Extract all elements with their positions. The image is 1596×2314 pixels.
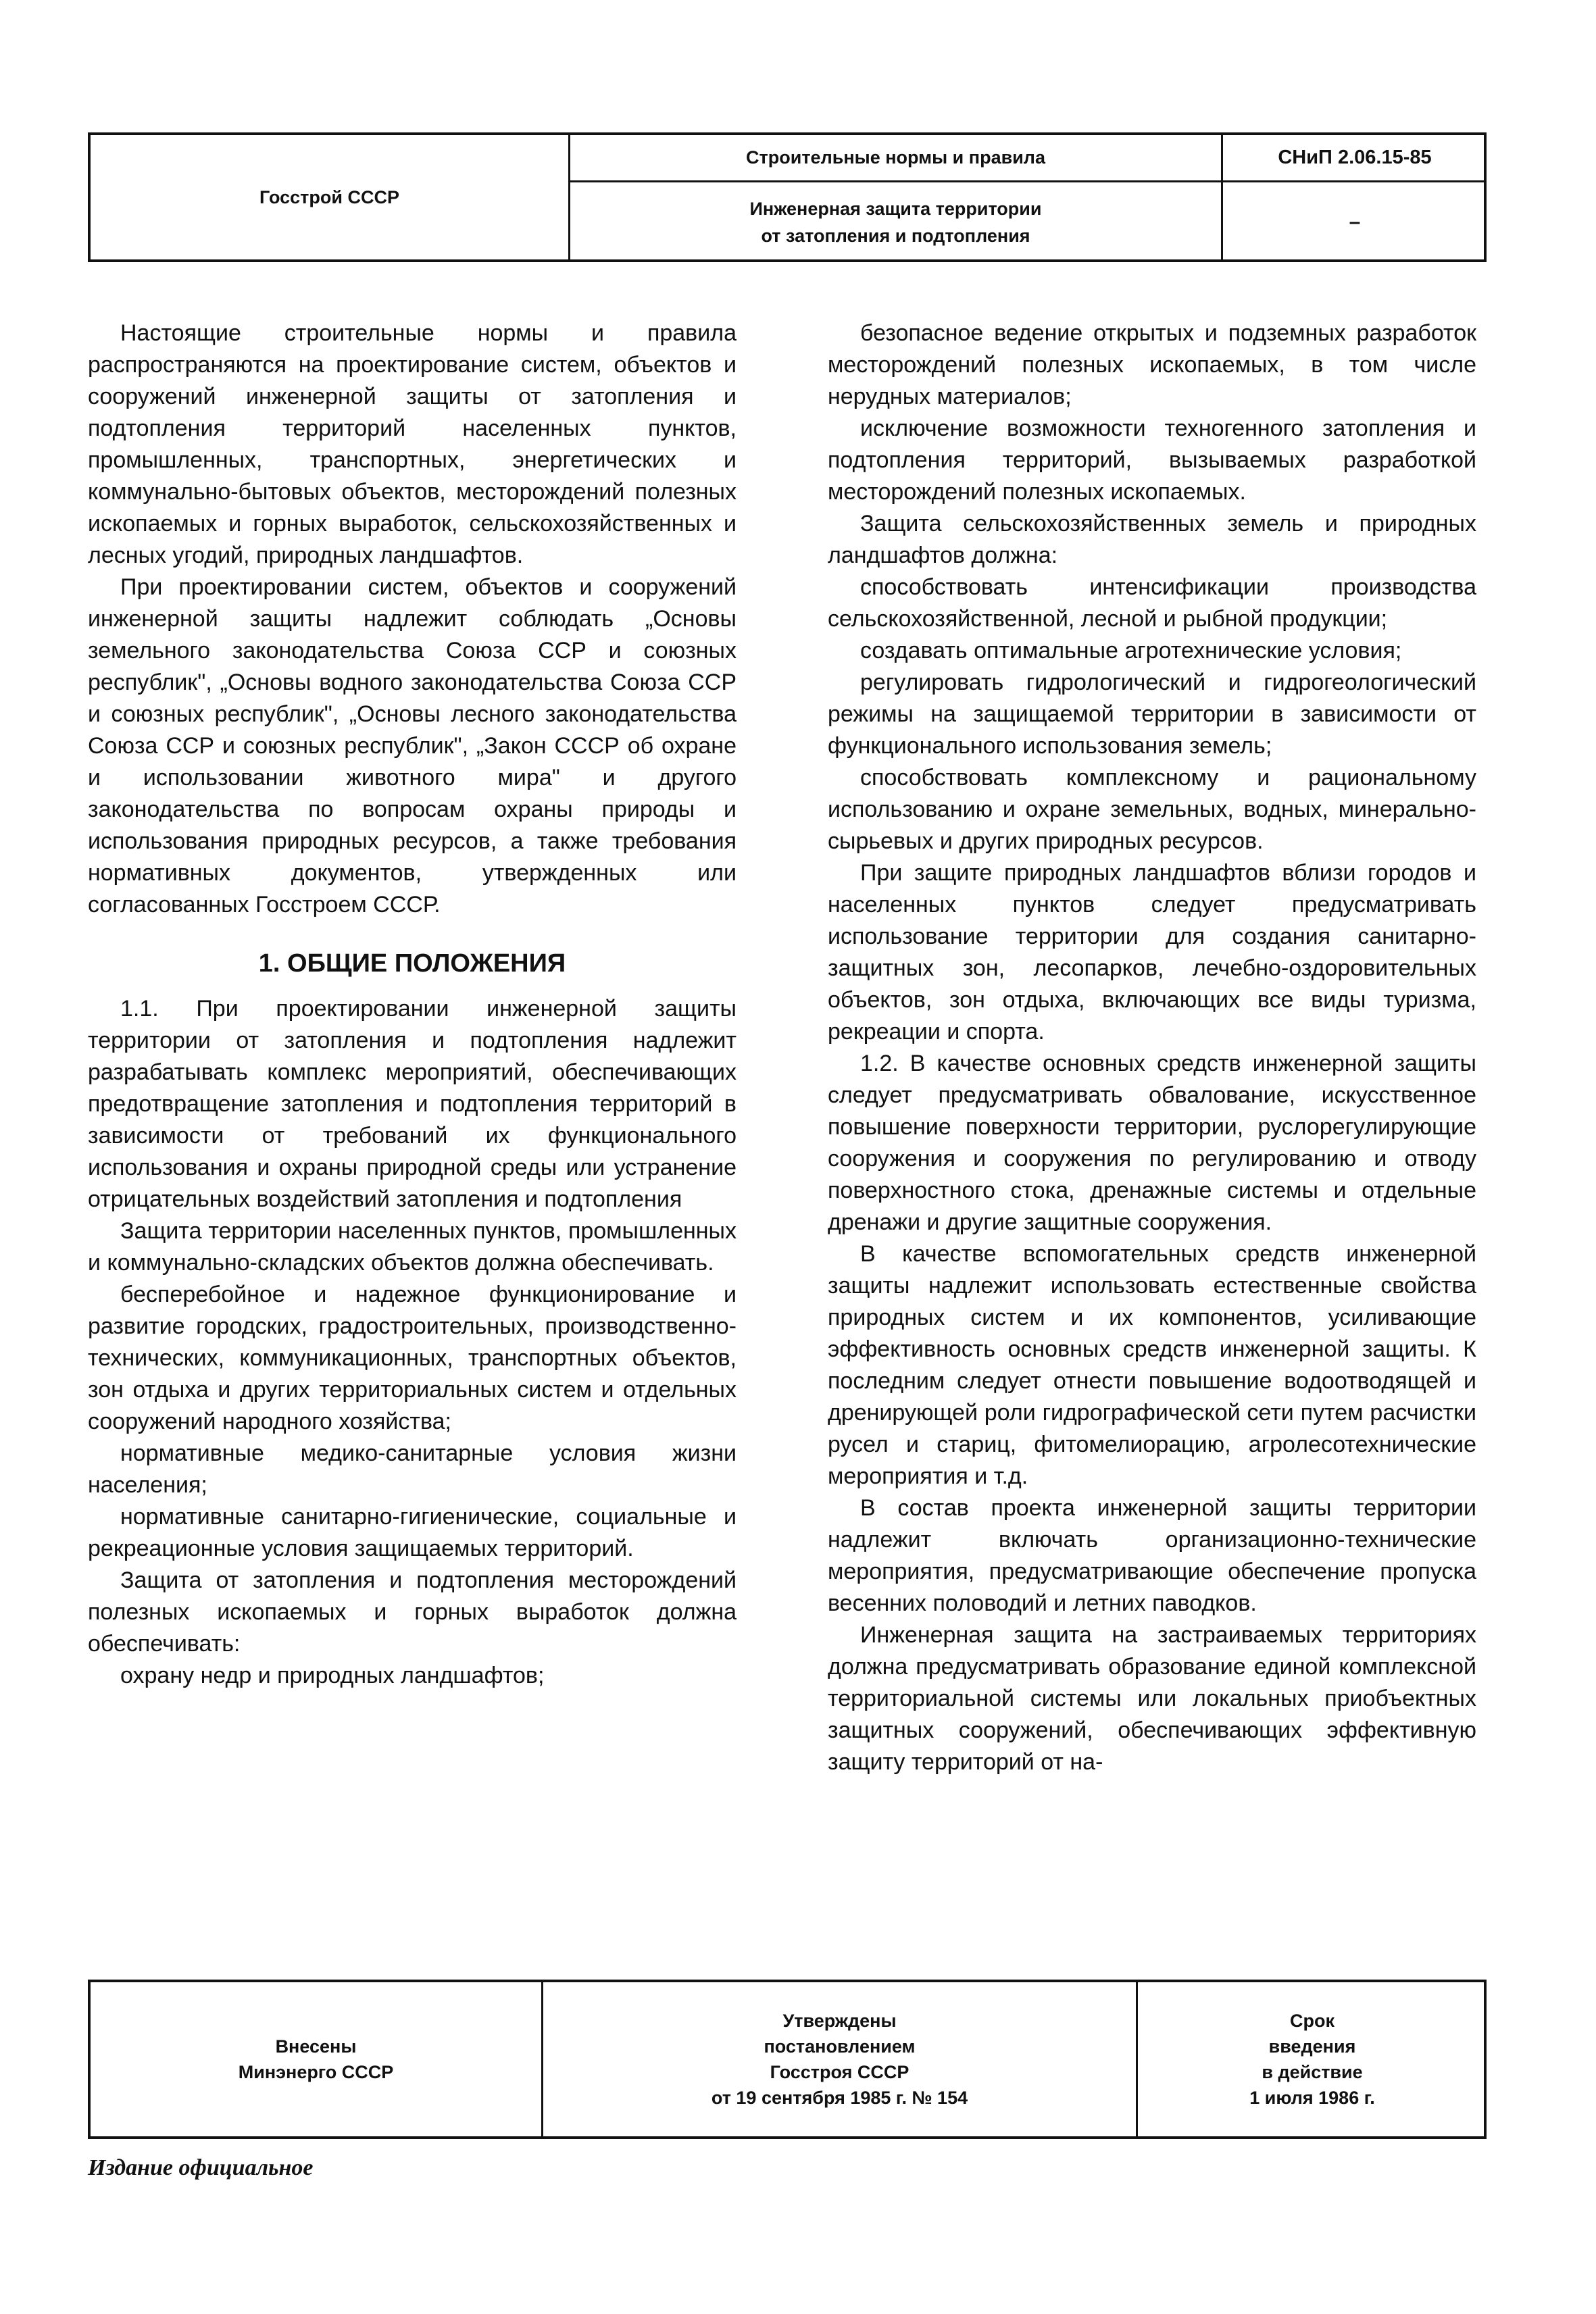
- footer-approved-line2: постановлением: [764, 2036, 916, 2057]
- header-title-line1: Инженерная защита территории: [749, 199, 1042, 219]
- paragraph: При проектировании систем, объектов и сооружений инженерной защиты надлежит соблюдать „Основы земельного законодательства Союза ССР и союзных республик", „Основы водного законодательства Союза ССР и союзных республик", „Основы лесного законодательства Союза ССР и союзных республик", „Закон СССР об охране и использовании животного мира" и другого законодательства по вопросам охраны природы и использования природных ресурсов, а также требования нормативных документов, утвержденных или согласованных Госстроем СССР.: [88, 574, 737, 917]
- paragraph: При защите природных ландшафтов вблизи городов и населенных пунктов следует предусматривать использование территории для создания санитарно-защитных зон, лесопарков, лечебно-оздоровительных объектов, зон отдыха, включающих все виды туризма, рекреации и спорта.: [828, 860, 1476, 1045]
- header-title-line2: от затопления и подтопления: [761, 226, 1030, 246]
- paragraph: бесперебойное и надежное функционирование и развитие городских, градостроительных, производственно-технических, коммуникационных, транспортных объектов, зон отдыха и других территориальных систем и отдельных сооружений народного хозяйства;: [88, 1282, 737, 1434]
- paragraph: создавать оптимальные агротехнические условия;: [860, 638, 1402, 663]
- section-title: 1. ОБЩИЕ ПОЛОЖЕНИЯ: [258, 949, 566, 978]
- paragraph: охрану недр и природных ландшафтов;: [120, 1663, 545, 1688]
- header-replaces: –: [1349, 211, 1361, 233]
- header-code: СНиП 2.06.15-85: [1223, 135, 1487, 182]
- header-doc-type: Строительные нормы и правила: [570, 135, 1223, 182]
- paragraph: Инженерная защита на застраиваемых территориях должна предусматривать образование единой комплексной территориальной системы или локальных приобъектных защитных сооружений, обеспечивающих эффективную защиту территорий от на-: [828, 1622, 1476, 1775]
- footer-approved: [543, 1982, 1138, 2136]
- paragraph: нормативные медико-санитарные условия жизни населения;: [88, 1440, 737, 1498]
- footer-approved-line4: от 19 сентября 1985 г. № 154: [711, 2088, 968, 2108]
- paragraph: Настоящие строительные нормы и правила распространяются на проектирование систем, объектов и сооружений инженерной защиты от затопления и подтопления территорий населенных пунктов, промышленных, транспортных, энергетических и коммунально-бытовых объектов, месторождений полезных ископаемых и горных выработок, сельскохозяйственных и лесных угодий, природных ландшафтов.: [88, 320, 737, 568]
- paragraph: Защита территории населенных пунктов, промышленных и коммунально-складских объектов должна обеспечивать.: [88, 1218, 737, 1276]
- footer-submitted-line2: Минэнерго СССР: [238, 2062, 394, 2082]
- paragraph: Защита сельскохозяйственных земель и природных ландшафтов должна:: [828, 511, 1476, 568]
- left-column: [88, 318, 737, 1692]
- paragraph: способствовать комплексному и рациональному использованию и охране земельных, водных, минерально-сырьевых и других природных ресурсов.: [828, 765, 1476, 854]
- edition-note: Издание официальное: [88, 2155, 314, 2180]
- footer-effective-line3: в действие: [1262, 2062, 1363, 2082]
- header-org: Госстрой СССР: [91, 135, 570, 259]
- footer-effective-line4: 1 июля 1986 г.: [1249, 2088, 1375, 2108]
- footer-effective-line2: введения: [1268, 2036, 1356, 2057]
- paragraph: безопасное ведение открытых и подземных разработок месторождений полезных ископаемых, в том числе нерудных материалов;: [828, 320, 1476, 409]
- paragraph: 1.1. При проектировании инженерной защиты территории от затопления и подтопления надлежит разрабатывать комплекс мероприятий, обеспечивающих предотвращение затопления и подтопления территорий в зависимости от требований их функционального использования и охраны природной среды или устранение отрицательных воздействий затопления и подтопления: [88, 996, 737, 1212]
- paragraph: нормативные санитарно-гигиенические, социальные и рекреационные условия защищаемых территорий.: [88, 1504, 737, 1561]
- paragraph: В качестве вспомогательных средств инженерной защиты надлежит использовать естественные свойства природных систем и их компонентов, усиливающие эффективность основных средств инженерной защиты. К последним следует отнести повышение водоотводящей и дренирующей роли гидрографической сети путем расчистки русел и стариц, фитомелиорацию, агролесотехнические мероприятия и т.д.: [828, 1241, 1476, 1489]
- footer-effective-line1: Срок: [1290, 2011, 1335, 2031]
- paragraph: 1.2. В качестве основных средств инженерной защиты следует предусматривать обвалование, искусственное повышение поверхности территории, руслорегулирующие сооружения и сооружения по регулированию и отводу поверхностного стока, дренажные системы и отдельные дренажи и другие защитные сооружения.: [828, 1051, 1476, 1235]
- paragraph: Защита от затопления и подтопления месторождений полезных ископаемых и горных выработок должна обеспечивать:: [88, 1567, 737, 1657]
- footer-approved-line1: Утверждены: [782, 2011, 897, 2031]
- header-title: [570, 182, 1223, 262]
- paragraph: способствовать интенсификации производства сельскохозяйственной, лесной и рыбной продукции;: [828, 574, 1476, 632]
- header-table: [88, 132, 1487, 262]
- footer-table: [88, 1980, 1487, 2139]
- footer-approved-line3: Госстроя СССР: [770, 2062, 909, 2082]
- footer-submitted: [91, 1982, 543, 2136]
- right-column: [828, 318, 1476, 1778]
- footer-submitted-line1: Внесены: [275, 2036, 357, 2057]
- paragraph: исключение возможности техногенного затопления и подтопления территорий, вызываемых разработкой месторождений полезных ископаемых.: [828, 416, 1476, 505]
- footer-effective-date: [1138, 1982, 1487, 2136]
- paragraph: регулировать гидрологический и гидрогеологический режимы на защищаемой территории в зависимости от функционального использования земель;: [828, 670, 1476, 759]
- paragraph: В состав проекта инженерной защиты территории надлежит включать организационно-технические мероприятия, предусматривающие обеспечение пропуска весенних половодий и летних паводков.: [828, 1495, 1476, 1616]
